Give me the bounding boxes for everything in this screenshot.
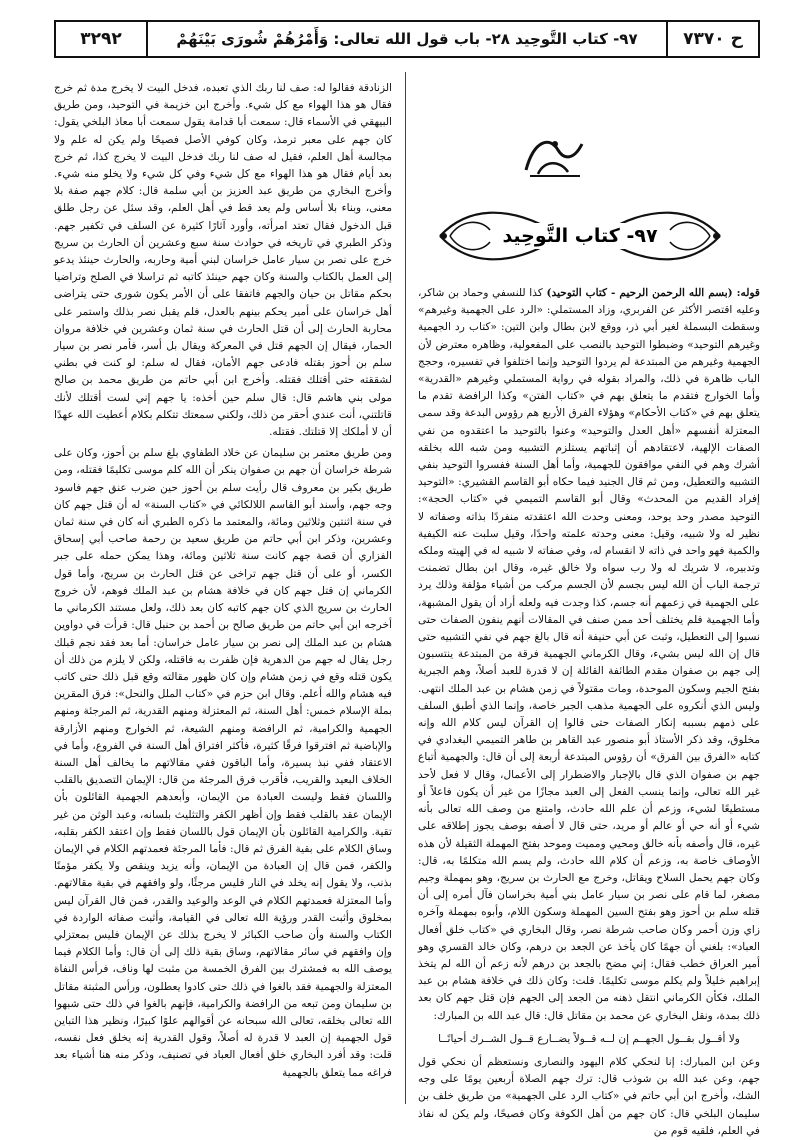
page-number: ٣٢٩٢ xyxy=(80,29,122,49)
calligraphy-seal-icon xyxy=(520,130,590,182)
paragraph-text: وعن ابن المبارك: إنا لنحكي كلام اليهود والنصارى ونستعظم أن نحكي قول جهم، وعن عبد الله بن شوذب قال: ترك جهم الصلاة أربعين يومًا على وجه الشك، وأخرج ابن أبي حاتم في «كتاب الرد على الجهمية» من طريق خلف بن سليمان البلخي قال: كان جهم من أهل الكوفة وكان فصيحًا، ولم يكن له نفاذ في العلم، فلقيه قوم من xyxy=(418,1055,760,1137)
header-title: ٩٧- كتاب التَّوحِيد ٢٨- باب قول الله تعالى: وَأَمْرُهُمْ شُورَى بَيْنَهُمْ xyxy=(146,22,668,56)
paragraph: ومن طريق معتمر بن سليمان عن خلاد الطفاوي بلغ سلم بن أحوز، وكان على شرطة خراسان أن جهم بن صفوان ينكر أن الله كلم موسى تكليمًا فقتله، ومن طريق بكير بن معروف قال رأيت سلم بن أحوز حين ضرب عنق جهم فاسود وجه جهم، وأسند أبو القاسم اللالكائي في «كتاب السنة» له أن قتل جهم كان في سنة اثنتين وثلاثين ومائة، والمعتمد ما ذكره الطبري أنه كان في سنة ثمان وعشرين، وذكر ابن أبي حاتم من طريق سعيد بن رحمة صاحب أبي إسحاق الفزاري أن قصة جهم كانت سنة ثلاثين ومائة، وهذا يمكن حمله على جبر الكسر، أو على أن قتل جهم تراخى عن قتل الحارث بن سريج، وأما قول الكرماني إن قتل جهم كان في خلافة هشام بن عبد الملك فوهم، لأن خروج الحارث بن سريج الذي كان جهم كاتبه كان بعد ذلك، ولعل مستند الكرماني ما أخرجه ابن أبي حاتم من طريق صالح بن أحمد بن حنبل قال: قرأت في دواوين هشام بن عبد الملك إلى نصر بن سيار عامل خراسان: أما بعد فقد نجم قبلك رجل يقال له جهم من الدهرية فإن ظفرت به فاقتله، ولكن لا يلزم من ذلك أن يكون قتله وقع في زمن هشام وإن كان ظهور مقالته وقع قبل ذلك حتى كاتب فيه هشام والله أعلم. وقال ابن حزم في «كتاب الملل والنحل»: فرق المقرين بملة الإسلام خمس: أهل السنة، ثم المعتزلة ومنهم القدرية، ثم المرجئة ومنهم الجهمية والكرامية، ثم الرافضة ومنهم الشيعة، ثم الخوارج ومنهم الأزارقة والإباضية ثم افترقوا فرقًا كثيرة، فأكثر افتراق أهل السنة في الفروع، وأما في الاعتقاد ففي نبذ يسيرة، وأما الباقون ففي مقالاتهم ما يخالف أهل السنة الخلاف البعيد والقريب، فأقرب فرق المرجئة من قال: الإيمان التصديق بالقلب واللسان فقط وليست العبادة من الإيمان، وأبعدهم الجهمية القائلون بأن الإيمان عقد بالقلب فقط وإن أظهر الكفر والتثليث بلسانه، وعبد الوثن من غير تقية. والكرامية القائلون بأن الإيمان قول باللسان فقط وإن اعتقد الكفر بقلبه، وساق الكلام على بقية الفرق ثم قال: فأما المرجئة فعمدتهم الكلام في الإيمان والكفر، فمن قال إن العبادة من الإيمان، وأنه يزيد وينقص ولا يكفر مؤمنًا بذنب، ولا يقول إنه يخلد في النار فليس مرجئًا، ولو وافقهم في بقية مقالاتهم. وأما المعتزلة فعمدتهم الكلام في الوعد والوعيد والقدر، فمن قال القرآن ليس بمخلوق وأثبت القدر ورؤية الله تعالى في القيامة، وأثبت صفاته الواردة في الكتاب والسنة وأن صاحب الكبائر لا يخرج بذلك عن الإيمان فليس بمعتزلي وإن وافقهم في سائر مقالاتهم، وساق بقية ذلك إلى أن قال: وأما الكلام فيما يوصف الله به فمشترك بين الفرق الخمسة من مثبت لها وناف، فرأس النفاة المعتزلة والجهمية فقد بالغوا في ذلك حتى كادوا يعطلون، ورأس المثبتة مقاتل بن سليمان ومن تبعه من الرافضة والكرامية، فإنهم بالغوا في ذلك حتى شبهوا الله تعالى بخلقه، تعالى الله سبحانه عن أقوالهم علوًا كبيرًا، ونظير هذا التباين قول الجهمية إن العبد لا قدرة له أصلاً، وقول القدرية إنه يخلق فعل نفسه، قلت: وقد أفرد البخاري خلق أفعال العباد في تصنيف، وذكر منه هنا أشياء بعد فراغه مما يتعلق بالجهمية xyxy=(54,447,392,1079)
chapter-heading xyxy=(430,200,730,272)
paragraph-lead: قوله: (بسم الله الرحمن الرحيم - كتاب التوحيد) xyxy=(546,287,760,299)
right-column xyxy=(418,285,760,1137)
hadith-number: ح ٧٣٧٠ xyxy=(683,29,743,49)
running-header xyxy=(54,20,760,58)
column-divider xyxy=(405,72,406,1104)
poetry-verse: ولا أقــول بقــول الجهــم إن لــه قــولاً يضــارع قــول الشــرك أحيانًــا xyxy=(438,1032,740,1045)
paragraph-text: كذا للنسفي وحماد بن شاكر، وعليه اقتصر الأكثر عن الفربري، وزاد المستملي: «الرد على الجهمية وغيرهم» وسقطت البسملة لغير أبي ذر، ووقع لابن بطال وابن التين: «كتاب رد الجهمية وغيرهم التوحيد» وضبطوا التوحيد بالنصب على المفعولية، وظاهره معترض لأن الجهمية وغيرهم من المبتدعة لم يردوا التوحيد وإنما اختلفوا في تفسيره، وحجج الباب ظاهرة في ذلك، والمراد بقوله في رواية المستملي وغيرهم «القدرية» وأما الخوارج فتقدم ما يتعلق بهم في «كتاب الفتن» وكذا الرافضة تقدم ما يتعلق بهم في «كتاب الأحكام» وهؤلاء الفرق الأربع هم رؤوس البدعة وقد سمى المعتزلة أنفسهم «أهل العدل والتوحيد» وعنوا بالتوحيد ما اعتقدوه من نفي الصفات الإلهية، لاعتقادهم أن إثباتهم يستلزم التشبيه ومن شبه الله بخلقه أشرك وهم في النفي موافقون للجهمية، وأما أهل السنة ففسروا التوحيد بنفي التشبيه والتعطيل، ومن ثم قال الجنيد فيما حكاه أبو القاسم القشيري: «التوحيد إفراد القديم من المحدث» وقال أبو القاسم التميمي في «كتاب الحجة»: التوحيد مصدر وحد يوحد، ومعنى وحدت الله اعتقدته منفردًا بذاته وصفاته لا نظير له ولا شبيه، وقيل: معنى وحدته علمته واحدًا، وقيل سلبت عنه الكيفية والكمية فهو واحد في ذاته لا انقسام له، وفي صفاته لا شبيه له في إلهيته وملكه وتدبيره، لا شريك له ولا رب سواه ولا خالق غيره، وقال ابن بطال تضمنت ترجمة الباب أن الله ليس بجسم لأن الجسم مركب من أشياء مؤلفة وذلك يرد على الجهمية في زعمهم أنه جسم، كذا وجدت فيه ولعله أراد أن يقول المشبهة، وأما الجهمية فلم يختلف أحد ممن صنف في المقالات أنهم ينفون الصفات حتى نسبوا إلى التعطيل، وثبت عن أبي حنيفة أنه قال بالغ جهم في نفي التشبيه حتى قال إن الله ليس بشيء، وقال الكرماني الجهمية فرقة من المبتدعة ينتسبون إلى جهم بن صفوان مقدم الطائفة القائلة إن لا قدرة للعبد أصلاً، وهم الجبرية بفتح الجيم وسكون الموحدة، ومات مقتولاً في زمن هشام بن عبد الملك انتهى. وليس الذي أنكروه على الجهمية مذهب الجبر خاصة، وإنما الذي أطبق السلف على ذمهم بسببه إنكار الصفات حتى قالوا إن القرآن ليس كلام الله وإنه مخلوق، وقد ذكر الأستاذ أبو منصور عبد القاهر بن طاهر التميمي البغدادي في كتابه «الفرق بين الفرق» أن رؤوس المبتدعة أربعة إلى أن قال: والجهمية أتباع جهم بن صفوان الذي قال بالإجبار والاضطرار إلى الأعمال، وقال لا فعل لأحد غير الله تعالى، وإنما ينسب الفعل إلى العبد مجازًا من غير أن يكون فاعلاً أو مستطيعًا لشيء، وزعم أن علم الله حادث، وامتنع من وصف الله تعالى بأنه شيء أو أنه حي أو عالم أو مريد، حتى قال لا أصفه بوصف يجوز إطلاقه على غيره، قال وأصفه بأنه خالق ومحيي ومميت وموحد بفتح المهملة الثقيلة لأن هذه الأوصاف خاصة به، وزعم أن كلام الله حادث، ولم يسم الله متكلمًا به، قال: وكان جهم يحمل السلاح ويقاتل، وخرج مع الحارث بن سريج، وهو بمهملة وجيم مصغر، لما قام على نصر بن سيار عامل بني أمية بخراسان فآل أمره إلى أن قتله سلم بن أحوز وهو بفتح السين المهملة وسكون اللام، وأبوه بمهملة وآخره زاي وزن أحمر وكان صاحب شرطة نصر، وقال البخاري في «كتاب خلق أفعال العباد»: بلغني أن جهمًا كان يأخذ عن الجعد بن درهم، وكان خالد القسري وهو أمير العراق خطب فقال: إني مضح بالجعد بن درهم لأنه زعم أن الله لم يتخذ إبراهيم خليلاً ولم يكلم موسى تكليمًا. قلت: وكان ذلك في خلافة هشام بن عبد الملك، فكأن الكرماني انتقل ذهنه من الجعد إلى الجهم فإن قتل جهم كان بعد ذلك بمدة، ونقل البخاري عن محمد بن مقاتل قال: قال عبد الله بن المبارك: xyxy=(418,287,760,1022)
paragraph: الزنادقة فقالوا له: صف لنا ربك الذي تعبده، فدخل البيت لا يخرج مدة ثم خرج فقال هو هذا الهواء مع كل شيء. وأخرج ابن خزيمة في التوحيد، ومن طريق البيهقي في الأسماء قال: سمعت أبا قدامة يقول سمعت أبا معاذ البلخي يقول: كان جهم على معبر ترمذ، وكان كوفي الأصل فصيحًا ولم يكن له علم ولا مجالسة أهل العلم، فقيل له صف لنا ربك فدخل البيت لا يخرج كذا، ثم خرج بعد أيام فقال هو هذا الهواء مع كل شيء وفي كل شيء ولا يخلو منه شيء. وأخرج البخاري من طريق عبد العزيز بن أبي سلمة قال: كلام جهم صفة بلا معنى، وبناء بلا أساس ولم يعد قط في أهل العلم، وقد سئل عن رجل طلق قبل الدخول فقال تعتد امرأته، وأورد آثارًا كثيرة عن السلف في تكفير جهم. وذكر الطبري في تاريخه في حوادث سنة سبع وعشرين أن الحارث بن سريج خرج على نصر بن سيار عامل خراسان لبني أمية وحاربه، والحارث حينئذ يدعو إلى العمل بالكتاب والسنة وكان جهم حينئذ كاتبه ثم تراسلا في الصلح وتراضيا بحكم مقاتل بن حيان والجهم فاتفقا على أن الأمر يكون شورى حتى يتراضى أهل خراسان على أمير يحكم بينهم بالعدل، فلم يقبل نصر بذلك واستمر على محاربة الحارث إلى أن قتل الحارث في سنة ثمان وعشرين في خلافة مروان الحمار، فيقال إن الجهم قتل في المعركة ويقال بل أسر، فأمر نصر بن سيار سلم بن أحوز بقتله فادعى جهم الأمان، فقال له سلم: لو كنت في بطني لشققته حتى أقتلك فقتله. وأخرج ابن أبي حاتم من طريق محمد بن صالح مولى بني هاشم قال: قال سلم حين أخذه: يا جهم إني لست أقتلك لأنك قاتلتني، أنت عندي أحقر من ذلك، ولكني سمعتك تتكلم بكلام أعطيت الله عهدًا أن لا أملكك إلا قتلتك. فقتله. xyxy=(54,82,392,439)
paragraph xyxy=(418,1054,760,1140)
chapter-title: ٩٧- كتاب التَّوحِيد xyxy=(492,223,667,249)
left-column xyxy=(54,80,392,1105)
paragraph xyxy=(418,285,760,1025)
